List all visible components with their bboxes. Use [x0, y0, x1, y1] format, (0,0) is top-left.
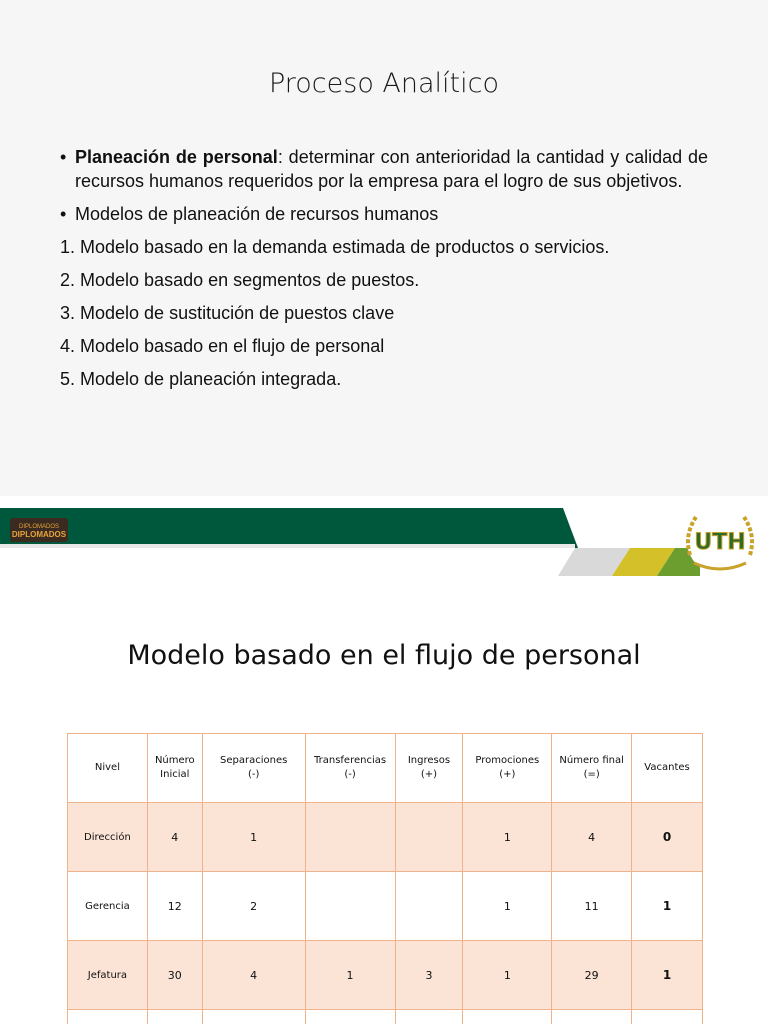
bullet-marker: • — [60, 147, 67, 167]
cell-numero-inicial — [147, 1010, 202, 1024]
cell-separaciones — [202, 1010, 305, 1024]
cell-numero-final: 29 — [552, 941, 632, 1010]
personnel-flow-table — [67, 733, 703, 1024]
cell-numero-inicial: 12 — [147, 872, 202, 941]
table-row — [68, 803, 703, 872]
table-row — [68, 941, 703, 1010]
bullet-marker: • — [60, 204, 67, 224]
table-header-row — [68, 734, 703, 803]
cell-separaciones: 2 — [202, 872, 305, 941]
cell-transferencias — [305, 1010, 395, 1024]
cell-promociones: 1 — [463, 803, 552, 872]
numbered-item-5: 5. Modelo de planeación integrada. — [60, 369, 342, 389]
cell-numero-final: 11 — [552, 872, 632, 941]
header-numero-final: Número final (=) — [552, 734, 632, 803]
header-transferencias: Transferencias (-) — [305, 734, 395, 803]
bullet-bold-term: Planeación de personal — [75, 147, 278, 167]
numbered-item-3: 3. Modelo de sustitución de puestos clave — [60, 303, 395, 323]
slide-1-title: Proceso Analítico — [268, 68, 500, 99]
footer-banner — [0, 496, 768, 586]
cell-ingresos — [395, 1010, 463, 1024]
cell-promociones: 1 — [463, 941, 552, 1010]
cell-nivel: Jefatura — [68, 941, 148, 1010]
bullet-modelos — [60, 202, 708, 226]
svg-text:DIPLOMADOS: DIPLOMADOS — [18, 524, 60, 530]
cell-ingresos — [395, 872, 463, 941]
header-vacantes: Vacantes — [632, 734, 703, 803]
cell-numero-inicial: 30 — [147, 941, 202, 1010]
numbered-item-4: 4. Modelo basado en el flujo de personal — [60, 336, 385, 356]
cell-transferencias — [305, 872, 395, 941]
cell-nivel: Dirección — [68, 803, 148, 872]
cell-numero-inicial: 4 — [147, 803, 202, 872]
bullet-planeacion — [60, 145, 708, 193]
banner-gray-strip — [0, 544, 575, 548]
slide-2-title: Modelo basado en el flujo de personal — [127, 640, 641, 671]
uth-logo — [676, 505, 764, 577]
cell-promociones — [463, 1010, 552, 1024]
header-separaciones: Separaciones (-) — [202, 734, 305, 803]
table-row — [68, 872, 703, 941]
cell-ingresos — [395, 803, 463, 872]
bullet-text — [75, 145, 708, 193]
cell-vacantes: 0 — [632, 803, 703, 872]
header-numero-inicial: Número Inicial — [147, 734, 202, 803]
svg-text:DIPLOMADOS: DIPLOMADOS — [11, 530, 67, 539]
cell-separaciones: 1 — [202, 803, 305, 872]
banner-graphic — [0, 496, 768, 586]
table-row — [68, 1010, 703, 1024]
slide-1-content — [60, 145, 708, 391]
numbered-item-2: 2. Modelo basado en segmentos de puestos. — [60, 270, 420, 290]
diplomados-logo — [10, 515, 70, 545]
cell-numero-final — [552, 1010, 632, 1024]
svg-text:UTH: UTH — [694, 530, 746, 555]
cell-nivel — [68, 1010, 148, 1024]
cell-separaciones: 4 — [202, 941, 305, 1010]
cell-transferencias: 1 — [305, 941, 395, 1010]
cell-ingresos: 3 — [395, 941, 463, 1010]
cell-vacantes — [632, 1010, 703, 1024]
cell-transferencias — [305, 803, 395, 872]
header-promociones: Promociones (+) — [463, 734, 552, 803]
banner-green-bar — [0, 508, 578, 548]
header-ingresos: Ingresos (+) — [395, 734, 463, 803]
bullet-definition: : determinar con anterioridad la cantidad y calidad de recursos humanos requeridos por la empresa para el logro de sus objetivos. — [75, 147, 708, 191]
cell-numero-final: 4 — [552, 803, 632, 872]
cell-nivel: Gerencia — [68, 872, 148, 941]
header-nivel: Nivel — [68, 734, 148, 803]
cell-vacantes: 1 — [632, 941, 703, 1010]
cell-promociones: 1 — [463, 872, 552, 941]
bullet-text: Modelos de planeación de recursos humanos — [75, 204, 439, 224]
numbered-item-1: 1. Modelo basado en la demanda estimada de productos o servicios. — [60, 237, 610, 257]
slide-1 — [0, 0, 768, 496]
cell-vacantes: 1 — [632, 872, 703, 941]
